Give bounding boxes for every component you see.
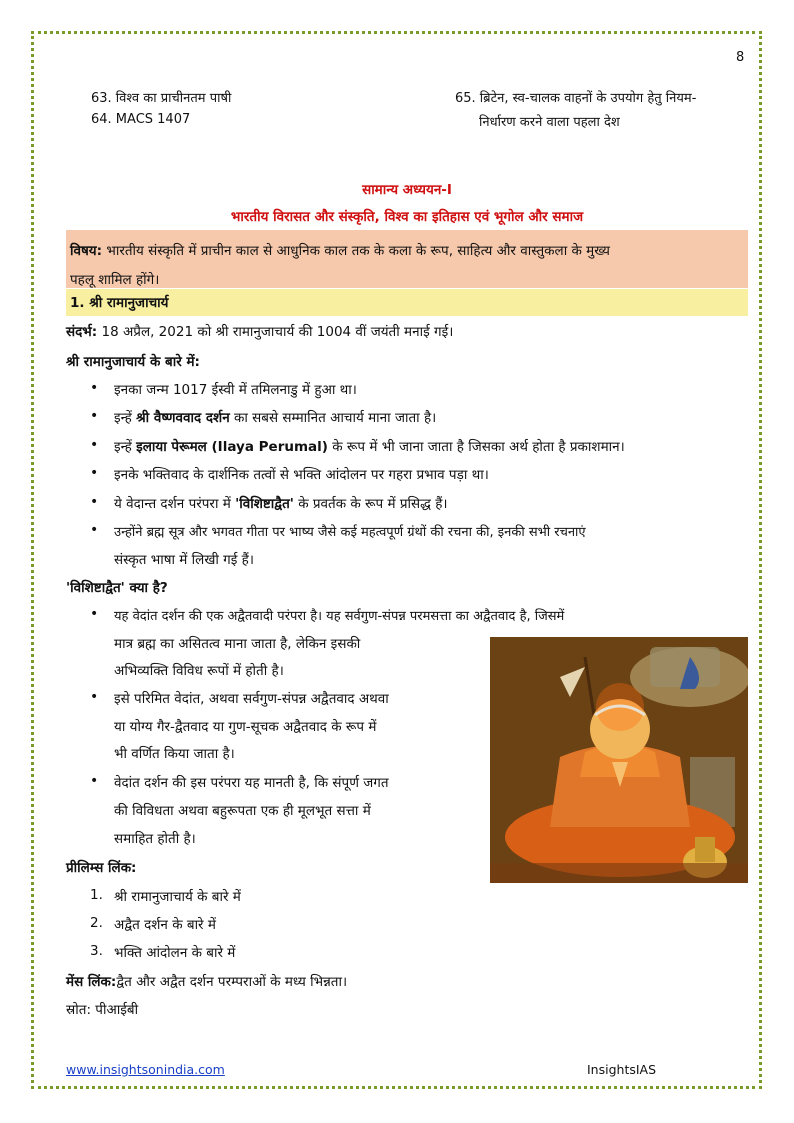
about-heading-text: श्री रामानुजाचार्य के बारे में:: [66, 354, 200, 370]
bullet-icon: •: [90, 408, 99, 424]
about-bullet-2-bold: श्री वैष्णववाद दर्शन: [136, 410, 230, 426]
prev-item-63: 63. विश्व का प्राचीनतम पाषी: [91, 91, 232, 106]
about-bullet-2-post: का सबसे सम्मानित आचार्य माना जाता है।: [229, 410, 437, 426]
vishisht-bullet-2-line1: इसे परिमित वेदांत, अथवा सर्वगुण-संपन्न अद्वैतवाद अथवा: [114, 691, 389, 707]
bullet-icon: •: [90, 465, 99, 481]
section-title: सामान्य अध्ययन-I: [362, 182, 452, 198]
footer-brand: InsightsIAS: [587, 1062, 657, 1077]
context-text: 18 अप्रैल, 2021 को श्री रामानुजाचार्य की 1004 वीं जयंती मनाई गई।: [97, 324, 454, 340]
prelims-item-1-text: श्री रामानुजाचार्य के बारे में: [114, 889, 241, 905]
vishisht-bullet-2-line3: भी वर्णित किया जाता है।: [114, 746, 235, 762]
subject-box: [66, 230, 748, 288]
vishisht-bullet-1-line1: यह वेदांत दर्शन की एक अद्वैतवादी परंपरा है। यह सर्वगुण-संपन्न परमसत्ता का अद्वैतवाद है, जिसमें: [114, 609, 565, 624]
about-bullet-6-cont: संस्कृत भाषा में लिखी गई हैं।: [114, 552, 254, 568]
context-label: संदर्भ:: [66, 324, 98, 340]
prelims-num-1: 1.: [90, 887, 103, 903]
about-bullet-4: [90, 465, 489, 483]
about-bullet-3-pre: इन्हें: [114, 439, 137, 455]
prelims-heading: [66, 858, 136, 876]
about-bullet-6: [90, 522, 586, 540]
about-bullet-3: [90, 437, 625, 455]
mains-label: मेंस लिंक:: [66, 974, 117, 990]
prelims-num-2: 2.: [90, 915, 103, 931]
section-subtitle: भारतीय विरासत और संस्कृति, विश्व का इतिहास एवं भूगोल और समाज: [230, 209, 584, 225]
bullet-icon: •: [90, 606, 99, 622]
about-bullet-5: [90, 494, 448, 512]
subject-label: विषय:: [70, 243, 103, 259]
subject-text-2: पहलू शामिल होंगे।: [70, 272, 160, 288]
about-bullet-5-pre: ये वेदान्त दर्शन परंपरा में: [114, 496, 236, 512]
bullet-icon: •: [90, 522, 99, 538]
vishisht-bullet-3: [90, 773, 389, 791]
prev-item-64: 64. MACS 1407: [91, 112, 191, 127]
prelims-item-3-text: भक्ति आंदोलन के बारे में: [114, 945, 236, 961]
about-bullet-2: [90, 408, 437, 426]
about-bullet-3-bold: इलाया पेरूमल (Ilaya Perumal): [136, 439, 328, 455]
page-number: 8: [736, 50, 745, 65]
vishisht-bullet-1-line3: अभिव्यक्ति विविध रूपों में होती है।: [114, 663, 284, 679]
ramanujacharya-image: [490, 637, 748, 883]
about-bullet-6-line1: उन्होंने ब्रह्म सूत्र और भगवत गीता पर भाष्य जैसे कई महत्वपूर्ण ग्रंथों की रचना की, इनकी सभी रचनाएं: [114, 525, 586, 540]
vishisht-bullet-2: [90, 689, 389, 707]
vishisht-heading-text: 'विशिष्टाद्वैत' क्या है?: [66, 580, 168, 596]
bullet-icon: •: [90, 437, 99, 453]
prelims-num-3: 3.: [90, 943, 103, 959]
vishisht-bullet-3-line3: समाहित होती है।: [114, 831, 196, 847]
mains-line: [66, 972, 347, 990]
bullet-icon: •: [90, 494, 99, 510]
source-line: स्रोत: पीआईबी: [66, 1002, 139, 1018]
context-line: [66, 322, 453, 340]
about-bullet-5-post: के प्रवर्तक के रूप में प्रसिद्ध हैं।: [293, 496, 448, 512]
topic-heading: 1. श्री रामानुजाचार्य: [66, 289, 748, 316]
bullet-icon: •: [90, 689, 99, 705]
vishisht-heading: [66, 578, 168, 596]
prelims-item-3: [90, 943, 236, 961]
about-bullet-1-text: इनका जन्म 1017 ईस्वी में तमिलनाडु में हुआ था।: [114, 382, 357, 398]
vishisht-bullet-2-line2: या योग्य गैर-द्वैतवाद या गुण-सूचक अद्वैतवाद के रूप में: [114, 719, 377, 735]
prelims-item-2: [90, 915, 216, 933]
footer-website-link[interactable]: www.insightsonindia.com: [66, 1062, 225, 1077]
about-bullet-5-bold: 'विशिष्टाद्वैत': [235, 496, 294, 512]
vishisht-bullet-3-line1: वेदांत दर्शन की इस परंपरा यह मानती है, कि संपूर्ण जगत: [114, 775, 389, 791]
prelims-item-1: [90, 887, 241, 905]
about-bullet-4-text: इनके भक्तिवाद के दार्शनिक तत्वों से भक्ति आंदोलन पर गहरा प्रभाव पड़ा था।: [114, 467, 489, 483]
vishisht-bullet-3-line2: की विविधता अथवा बहुरूपता एक ही मूलभूत सत्ता में: [114, 803, 371, 819]
prev-item-65-line1: 65. ब्रिटेन, स्व-चालक वाहनों के उपयोग हेतु नियम-: [455, 91, 697, 106]
vishisht-bullet-1: [90, 606, 565, 624]
about-bullet-3-post: के रूप में भी जाना जाता है जिसका अर्थ होता है प्रकाशमान।: [327, 439, 625, 455]
about-heading: [66, 352, 200, 370]
about-bullet-2-pre: इन्हें: [114, 410, 137, 426]
bullet-icon: •: [90, 773, 99, 789]
mains-text: द्वैत और अद्वैत दर्शन परम्पराओं के मध्य भिन्नता।: [116, 974, 348, 990]
vishisht-bullet-1-line2: मात्र ब्रह्म का असितत्व माना जाता है, लेकिन इसकी: [114, 636, 361, 652]
bullet-icon: •: [90, 380, 99, 396]
about-bullet-1: [90, 380, 357, 398]
prelims-heading-text: प्रीलिम्स लिंक:: [66, 860, 137, 876]
prelims-item-2-text: अद्वैत दर्शन के बारे में: [114, 917, 216, 933]
prev-item-65-line2: निर्धारण करने वाला पहला देश: [479, 115, 620, 130]
subject-text: भारतीय संस्कृति में प्राचीन काल से आधुनिक काल तक के कला के रूप, साहित्य और वास्तुकला के मुख्य: [102, 243, 610, 259]
